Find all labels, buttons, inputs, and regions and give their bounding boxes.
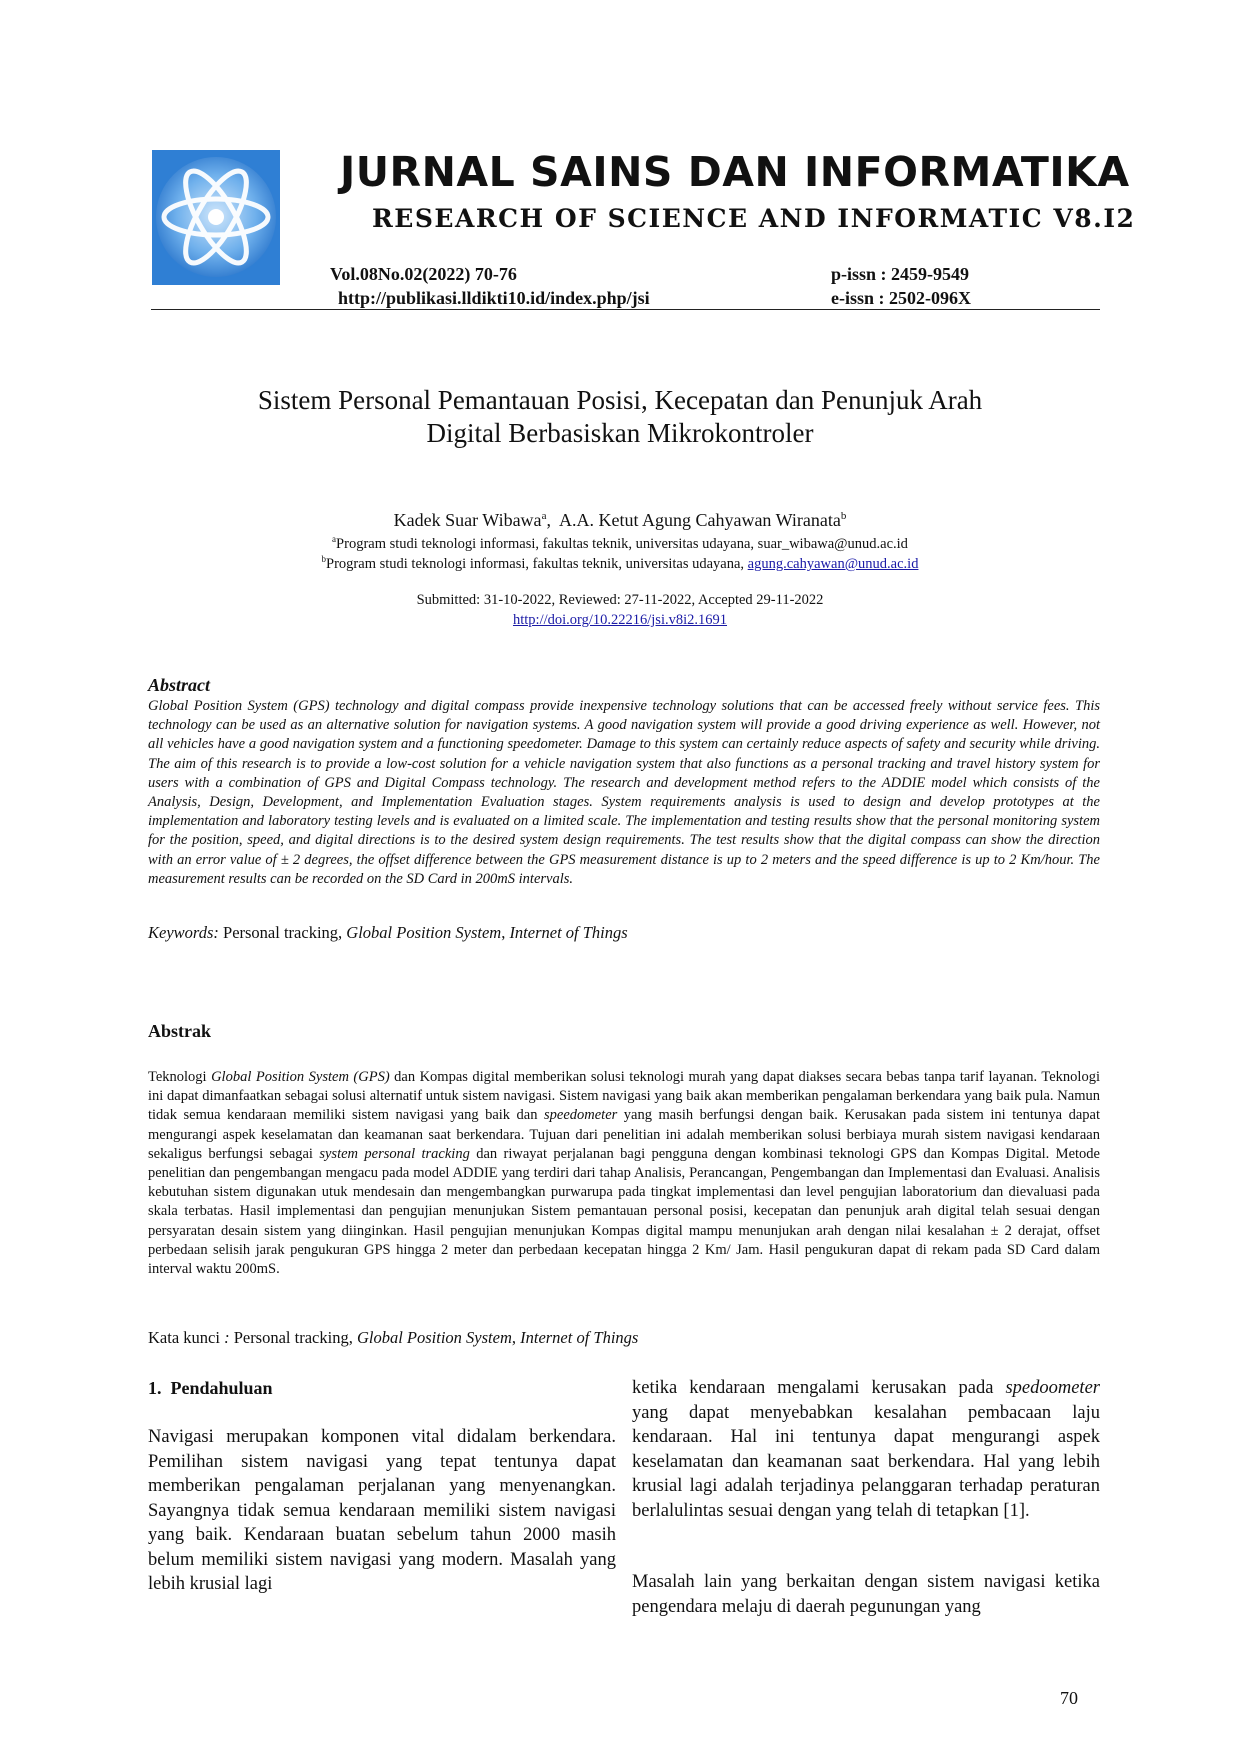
author-1-sup: a <box>541 510 547 522</box>
kata-kunci-2: Global Position System <box>356 1328 512 1347</box>
kata-kunci-3: Internet of Things <box>520 1328 639 1347</box>
right-paragraph-italic: spedoometer <box>1005 1378 1100 1398</box>
right-paragraph-part: yang dapat menyebabkan kesalahan pembacaan laju kendaraan. Hal ini tentunya dapat mengurangi aspek keselamatan dan keamanan saat berkendara. Hal yang lebih krusial lagi adalah terjadinya pelanggaran terhadap peraturan berlalulintas sesuai dengan yang telah di tetapkan [1]. <box>632 1402 1100 1521</box>
keyword-separator: , <box>501 923 510 942</box>
paper-title <box>150 384 1090 450</box>
abstract-heading: Abstract <box>148 675 211 695</box>
left-column-text: Navigasi merupakan komponen vital didalam berkendara. Pemilihan sistem navigasi yang tepat tentunya dapat memberikan pengalaman perjalanan yang menyenangkan. Sayangnya tidak semua kendaraan memiliki sistem navigasi yang baik. Kendaraan buatan sebelum tahun 2000 masih belum memiliki sistem navigasi yang modern. Masalah yang lebih krusial lagi <box>148 1427 616 1594</box>
volume-info: Vol.08No.02(2022) 70-76 <box>330 264 517 284</box>
submission-dates: Submitted: 31-10-2022, Reviewed: 27-11-2022, Accepted 29-11-2022 <box>416 592 824 608</box>
authors <box>150 510 1090 531</box>
keyword-3: Internet of Things <box>509 923 628 942</box>
kata-kunci-label: Kata kunci <box>148 1328 225 1347</box>
keyword-1: Personal tracking, <box>218 923 347 942</box>
journal-logo <box>152 150 280 285</box>
author-1: Kadek Suar Wibawa <box>393 510 542 530</box>
doi <box>150 612 1090 629</box>
e-issn: e-issn : 2502-096X <box>831 288 971 308</box>
keywords <box>148 923 1100 943</box>
affiliation-a-sup: a <box>332 534 337 544</box>
author-2: A.A. Ketut Agung Cahyawan Wiranata <box>558 510 841 530</box>
abstrak-part: Teknologi <box>148 1069 212 1085</box>
kata-kunci-1: Personal tracking, <box>229 1328 357 1347</box>
kata-kunci-colon: : <box>224 1328 230 1347</box>
paper-title-line-1: Sistem Personal Pemantauan Posisi, Kecepatan dan Penunjuk Arah <box>257 385 983 415</box>
kata-kunci-separator: , <box>511 1328 521 1347</box>
page-number: 70 <box>1060 1688 1078 1708</box>
right-column-paragraph-2: Masalah lain yang berkaitan dengan sistem navigasi ketika pengendara melaju di daerah pegunungan yang <box>632 1572 1100 1617</box>
author-2-sup: b <box>840 510 847 522</box>
affiliation-b-email-link[interactable]: agung.cahyawan@unud.ac.id <box>747 555 919 572</box>
affiliation-b-text: Program studi teknologi informasi, fakultas teknik, universitas udayana, <box>326 555 748 572</box>
doi-link[interactable]: http://doi.org/10.22216/jsi.v8i2.1691 <box>512 612 728 628</box>
affiliation-b <box>150 554 1090 573</box>
author-separator: , <box>546 510 559 530</box>
affiliation-a <box>150 534 1090 553</box>
kata-kunci <box>148 1328 1100 1348</box>
keywords-label: Keywords: <box>148 923 219 942</box>
right-paragraph-part: ketika kendaraan mengalami kerusakan pada <box>632 1378 1006 1398</box>
right-column-paragraph-1 <box>632 1376 1100 1523</box>
paper-title-line-2: Digital Berbasiskan Mikrokontroler <box>426 418 814 448</box>
header-divider <box>151 309 1100 310</box>
keyword-2: Global Position System <box>346 923 502 942</box>
abstrak-text <box>148 1068 1100 1279</box>
abstrak-heading: Abstrak <box>148 1021 212 1041</box>
abstract-text: Global Position System (GPS) technology and digital compass provide inexpensive technology solutions that can be accessed freely without service fees. This technology can be used as an alternative solution for navigation systems. A good navigation system will provide a good driving experience as well. However, not all vehicles have a good navigation system and a functioning speedometer. Damage to this system can certainly reduce aspects of safety and security while driving. The aim of this research is to provide a low-cost solution for a vehicle navigation system that also functions as a personal tracking and travel history system for users with a combination of GPS and Digital Compass technology. The research and development method refers to the ADDIE model which consists of the Analysis, Design, Development, and Implementation Evaluation stages. System requirements analysis is used to design and develop prototypes at the implementation and laboratory testing levels and is evaluated on a limited scale. The implementation and testing results show that the personal monitoring system for the position, speed, and digital directions is to the desired system design requirements. The test results show that the digital compass can show the direction with an error value of ± 2 degrees, the offset difference between the GPS measurement distance is up to 2 meters and the speed difference is up to 2 Km/hour. The measurement results can be recorded on the SD Card in 200mS intervals. <box>148 698 1100 887</box>
journal-title: JURNAL SAINS DAN INFORMATIKA <box>340 148 1130 196</box>
journal-url[interactable]: http://publikasi.lldikti10.id/index.php/jsi <box>338 288 650 308</box>
abstrak-part: dan Kompas digital memberikan solusi teknologi murah yang dapat diakses secara bebas tanpa tarif layanan. Teknologi ini dapat dimanfaatkan sebagai solusi alternatif untuk sistem navigasi. Sistem navigasi yang baik akan memberikan pengalaman berkendara yang baik pula. Namun tidak semua kendaraan memiliki sistem navigasi yang baik dan <box>148 1069 1100 1124</box>
abstrak-italic: speedometer <box>544 1107 618 1124</box>
section-heading-pendahuluan: 1. Pendahuluan <box>148 1378 273 1398</box>
p-issn: p-issn : 2459-9549 <box>831 264 970 284</box>
abstrak-italic: Global Position System (GPS) <box>211 1069 390 1085</box>
abstrak-italic: system personal tracking <box>319 1145 470 1162</box>
affiliation-a-text: Program studi teknologi informasi, fakultas teknik, universitas udayana, suar_wibawa@unud.ac.id <box>336 535 908 552</box>
abstrak-part: yang masih berfungsi dengan baik. Kerusakan pada sistem ini tentunya dapat mengurangi aspek keselamatan dan keamanan saat berkendara. Tujuan dari penelitian ini adalah memberikan solusi berbiaya murah sistem navigasi kendaraan sekaligus berfungsi sebagai <box>148 1107 1100 1162</box>
journal-subtitle: RESEARCH OF SCIENCE AND INFORMATIC V8.I2 <box>372 204 1136 233</box>
abstrak-part: dan riwayat perjalanan bagi pengguna dengan kombinasi teknologi GPS dan Kompas Digital. Metode penelitian dan pengembangan mengacu pada model ADDIE yang terdiri dari tahap Analisis, Perancangan, Pengembangan dan Implementasi dan Evaluasi. Analisis kebutuhan sistem digunakan utuk mendesain dan mengembangkan purwarupa pada tingkat implementasi dan level pengujian laboratorium dan dievaluasi pada skala terbatas. Hasil implementasi dan pengujian menunjukan Sistem pemantauan personal posisi, kecepatan dan penunjuk arah digital telah sesuai dengan persyaratan desain sistem yang diinginkan. Hasil pengujian menunjukan Kompas digital mampu menunjukan arah dengan nilai kesalahan ± 2 derajat, offset perbedaan selisih jarak pengukuran GPS hingga 2 meter dan perbedaan kecepatan hingga 2 Km/ Jam. Hasil pengukuran dapat di rekam pada SD Card dalam interval waktu 200mS. <box>148 1145 1100 1278</box>
atom-logo-icon <box>152 150 280 285</box>
affiliation-b-sup: b <box>321 554 327 564</box>
